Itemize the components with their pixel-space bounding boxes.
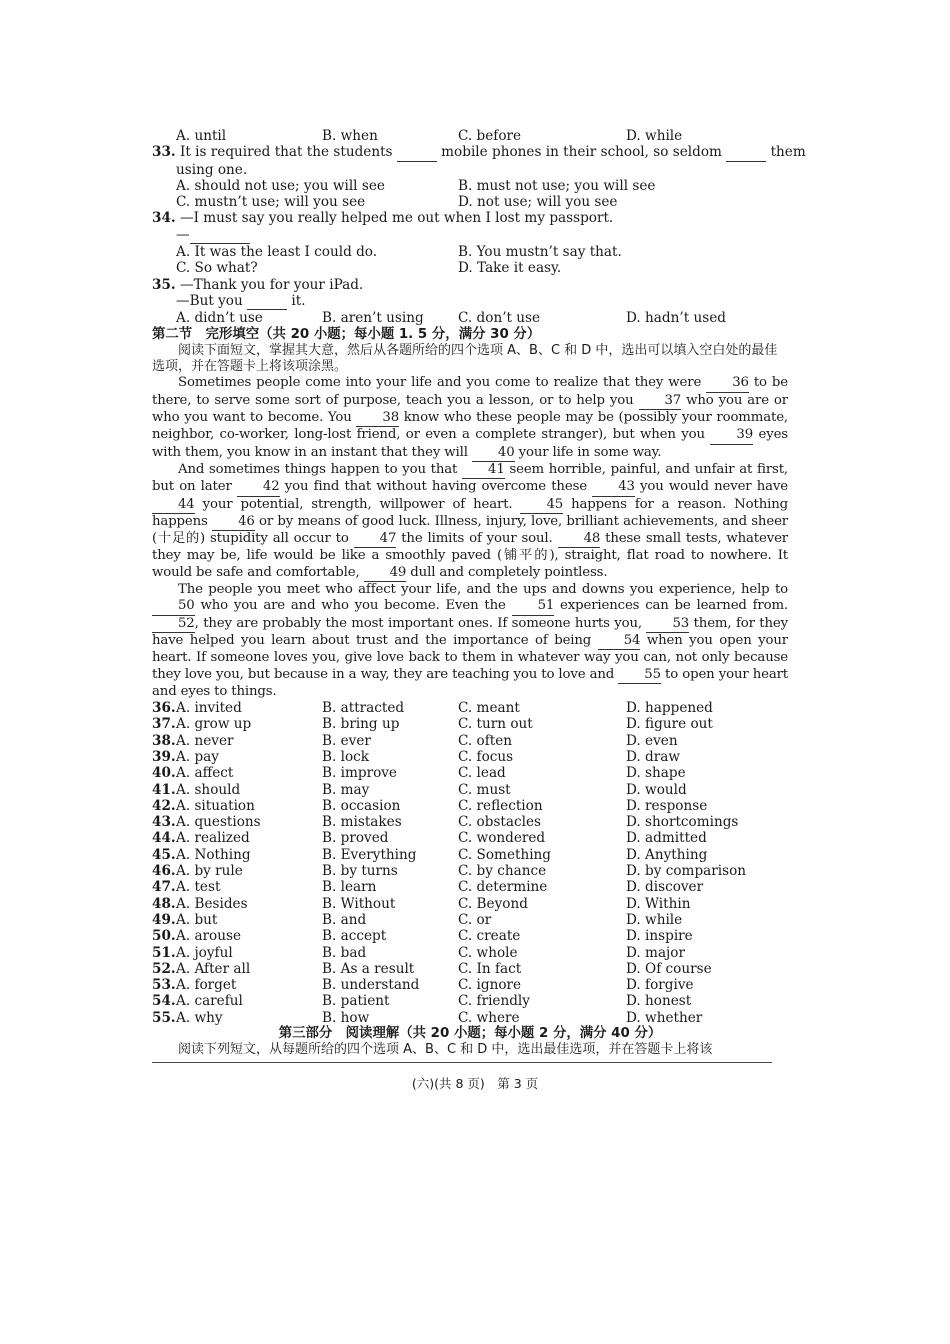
option-d: D. happened (626, 700, 713, 717)
question-number: 49. (152, 911, 176, 928)
section-2-title: 第二节 完形填空（共 20 小题；每小题 1. 5 分，满分 30 分） (152, 326, 541, 342)
question-number: 36. (152, 700, 176, 717)
option-b: B. learn (322, 879, 377, 896)
passage-text: to be there, to serve some sort of purpose, teach you a lesson, or to help you (152, 375, 788, 408)
option-c: C. meant (458, 700, 520, 717)
option-b: B. As a result (322, 960, 415, 977)
passage-text: when you open your heart. If someone loves you, give love back to them in whatever way you can, not only because they love you, but because in a way, they are teaching you to love and (152, 632, 788, 682)
passage-text: experiences can be learned from. (554, 598, 789, 614)
option-b: B. ever (322, 732, 371, 749)
option-c: C. focus (458, 748, 514, 765)
passage-text: these small tests, whatever they may be, life would be like a smoothly paved (铺平的), straight, flat road to nowhere. It would be safe and comfortable, (152, 531, 788, 580)
question-number: 40. (152, 765, 176, 782)
option-a: A. pay (176, 748, 219, 765)
cloze-option-row (152, 749, 788, 765)
question-number: 39. (152, 748, 176, 765)
passage-text: happens for a reason. Nothing happens (152, 496, 788, 529)
passage-text: know who these people may be (possibly your roommate, neighbor, co-worker, long-lost friend, or even a complete stranger), but when you (152, 410, 788, 443)
cloze-option-row (152, 1010, 788, 1026)
passage-text: Sometimes people come into your life and you come to realize that they were (178, 375, 707, 391)
cloze-blank-47: 47 (354, 531, 397, 548)
option-a: A. situation (176, 797, 255, 814)
passage-text: , they are probably the most important ones. If someone hurts you, (194, 615, 647, 631)
passage-paragraph-1 (152, 375, 788, 461)
section-2-instruction: 阅读下面短文，掌握其大意，然后从各题所给的四个选项 A、B、C 和 D 中，选出可以填入空白处的最佳选项，并在答题卡上将该项涂黑。 (152, 342, 778, 375)
option-c: C. mustn’t use; will you see (176, 194, 366, 211)
option-a: A. grow up (176, 716, 252, 733)
option-b: B. improve (322, 765, 397, 782)
option-a: A. careful (176, 993, 243, 1010)
option-b: B. how (322, 1009, 370, 1026)
option-a: A. should not use; you will see (176, 177, 385, 194)
passage-paragraph-2 (152, 462, 788, 582)
option-b: B. Without (322, 895, 396, 912)
option-d: D. hadn’t used (626, 310, 726, 327)
dialogue-line: —I must say you really helped me out when I lost my passport. (179, 210, 614, 227)
q34-options-2 (152, 260, 788, 276)
cloze-blank-37: 37 (639, 393, 682, 410)
option-a: A. test (176, 879, 221, 896)
cloze-blank-40: 40 (472, 445, 515, 462)
cloze-option-row (152, 830, 788, 846)
option-d: D. while (626, 128, 683, 144)
passage-text: The people you meet who affect your life, and the ups and downs you experience, help to (178, 582, 788, 598)
option-d: D. inspire (626, 928, 693, 945)
option-c: C. often (458, 732, 513, 749)
q33-stem (152, 144, 806, 161)
question-number: 43. (152, 814, 176, 831)
option-a: A. forget (176, 977, 237, 994)
answer-blank (190, 227, 250, 244)
cloze-blank-53: 53 (646, 616, 689, 633)
option-d: D. shape (626, 765, 686, 782)
cloze-blank-41: 41 (462, 462, 505, 479)
passage-text: your potential, strength, willpower of heart. (194, 496, 521, 512)
cloze-option-row (152, 928, 788, 944)
cloze-option-row (152, 961, 788, 977)
q34-options-1 (152, 244, 788, 260)
passage-text: the limits of your soul. (396, 531, 558, 547)
cloze-option-row (152, 700, 788, 716)
cloze-blank-48: 48 (558, 531, 601, 548)
passage-text: And sometimes things happen to you that (178, 461, 463, 477)
option-c: C. So what? (176, 260, 258, 277)
option-c: C. must (458, 781, 511, 798)
option-d: D. even (626, 732, 678, 749)
cloze-option-row (152, 782, 788, 798)
option-d: D. admitted (626, 830, 707, 847)
option-d: D. by comparison (626, 863, 747, 880)
option-c: C. Beyond (458, 895, 528, 912)
answer-blank (726, 144, 766, 161)
section-3-title: 第三部分 阅读理解（共 20 小题；每小题 2 分，满分 40 分） (278, 1026, 662, 1042)
option-a: A. It was the least I could do. (176, 244, 378, 261)
cloze-option-row (152, 798, 788, 814)
question-number: 35. (152, 276, 176, 293)
option-b: B. attracted (322, 700, 405, 717)
q35-options (152, 310, 788, 326)
cloze-blank-55: 55 (618, 667, 661, 684)
question-number: 50. (152, 928, 176, 945)
q35-stem (152, 277, 788, 293)
passage-text: seem horrible, painful, and unfair at first, but on later (152, 461, 788, 495)
cloze-option-row (152, 977, 788, 993)
cloze-option-row (152, 863, 788, 879)
option-a: A. affect (176, 765, 234, 782)
q32-options (152, 128, 788, 144)
q34-stem (152, 210, 788, 226)
option-b: B. patient (322, 993, 390, 1010)
cloze-blank-39: 39 (710, 427, 753, 444)
q34-reply: — (152, 227, 788, 244)
option-a: A. joyful (176, 944, 233, 961)
option-b: B. by turns (322, 863, 398, 880)
cloze-blank-45: 45 (520, 497, 563, 514)
cloze-option-row (152, 993, 788, 1009)
option-c: C. or (458, 911, 492, 928)
answer-blank (397, 144, 437, 161)
cloze-blank-50: 50 (152, 598, 195, 615)
option-d: D. major (626, 944, 685, 961)
question-number: 37. (152, 716, 176, 733)
option-b: B. occasion (322, 797, 401, 814)
option-b: B. understand (322, 977, 420, 994)
option-a: A. Nothing (176, 846, 251, 863)
option-b: B. mistakes (322, 814, 402, 831)
passage-paragraph-3 (152, 582, 788, 700)
option-c: C. don’t use (458, 310, 541, 327)
cloze-option-row (152, 716, 788, 732)
page-footer: (六)(共 8 页) 第 3 页 (411, 1076, 539, 1091)
option-b: B. and (322, 911, 367, 928)
option-d: D. Anything (626, 846, 708, 863)
q35-reply: —But you it. (176, 292, 306, 309)
cloze-option-row (152, 945, 788, 961)
option-a: A. should (176, 781, 241, 798)
option-a: A. until (176, 128, 227, 144)
option-d: D. honest (626, 993, 692, 1010)
passage-text: you would never have (634, 479, 788, 495)
option-a: A. arouse (176, 928, 242, 945)
page-content (152, 128, 806, 1059)
question-number: 38. (152, 732, 176, 749)
stem-part: them (766, 144, 806, 161)
option-d: D. figure out (626, 716, 713, 733)
cloze-blank-43: 43 (592, 479, 635, 496)
option-a: A. invited (176, 700, 242, 717)
option-d: D. not use; will you see (458, 194, 618, 211)
option-b: B. aren’t using (322, 310, 424, 327)
option-c: C. reflection (458, 797, 543, 814)
option-c: C. create (458, 928, 521, 945)
cloze-blank-49: 49 (364, 565, 407, 582)
option-d: D. forgive (626, 977, 694, 994)
passage-text: your life in some way. (514, 444, 662, 460)
option-c: C. friendly (458, 993, 530, 1010)
cloze-blank-46: 46 (212, 514, 255, 531)
stem-part: It is required that the students (179, 144, 397, 161)
cloze-option-row (152, 733, 788, 749)
q33-stem-cont: using one. (176, 161, 248, 178)
option-c: C. wondered (458, 830, 546, 847)
option-c: C. Something (458, 846, 552, 863)
q33-options-1 (152, 178, 788, 194)
footer-divider (152, 1062, 772, 1063)
question-number: 47. (152, 879, 176, 896)
option-c: C. where (458, 1009, 520, 1026)
question-number: 51. (152, 944, 176, 961)
option-b: B. when (322, 128, 378, 144)
option-c: C. by chance (458, 863, 547, 880)
question-number: 54. (152, 993, 176, 1010)
answer-blank (247, 293, 287, 310)
option-a: A. questions (176, 814, 261, 831)
option-b: B. bad (322, 944, 367, 961)
question-number: 33. (152, 144, 176, 161)
question-number: 52. (152, 960, 176, 977)
option-b: B. proved (322, 830, 389, 847)
cloze-blank-44: 44 (152, 497, 195, 514)
cloze-blank-54: 54 (598, 633, 641, 650)
passage-text: dull and completely pointless. (406, 564, 608, 580)
option-c: C. In fact (458, 960, 522, 977)
option-c: C. turn out (458, 716, 533, 733)
cloze-blank-52: 52 (152, 616, 195, 633)
option-a: A. didn’t use (176, 310, 263, 327)
cloze-option-row (152, 847, 788, 863)
option-d: D. whether (626, 1009, 703, 1026)
option-a: A. but (176, 911, 218, 928)
question-number: 45. (152, 846, 176, 863)
option-a: A. never (176, 732, 234, 749)
cloze-blank-36: 36 (706, 375, 749, 392)
option-c: C. ignore (458, 977, 522, 994)
passage-text: eyes with them, you know in an instant that they will (152, 427, 788, 460)
option-d: D. while (626, 911, 683, 928)
option-a: A. realized (176, 830, 250, 847)
question-number: 53. (152, 977, 176, 994)
passage-text: or by means of good luck. Illness, injury, love, brilliant achievements, and sheer (十足的) stupidity all occur to (152, 513, 788, 547)
q33-options-2 (152, 194, 788, 210)
option-a: A. After all (176, 960, 251, 977)
option-b: B. must not use; you will see (458, 177, 656, 194)
passage-text: who you are and who you become. Even the (194, 598, 512, 614)
cloze-blank-42: 42 (237, 479, 280, 496)
option-d: D. would (626, 781, 687, 798)
option-c: C. determine (458, 879, 548, 896)
cloze-option-row (152, 814, 788, 830)
cloze-blank-38: 38 (356, 410, 399, 427)
stem-part: mobile phones in their school, so seldom (436, 144, 727, 161)
option-b: B. bring up (322, 716, 400, 733)
option-b: B. lock (322, 748, 370, 765)
option-d: D. Of course (626, 960, 712, 977)
option-c: C. whole (458, 944, 518, 961)
option-b: B. accept (322, 928, 387, 945)
question-number: 44. (152, 830, 176, 847)
passage-text: to open your heart and eyes to things. (152, 666, 789, 699)
option-a: A. by rule (176, 863, 243, 880)
question-number: 34. (152, 210, 176, 227)
question-number: 42. (152, 797, 176, 814)
question-number: 46. (152, 863, 176, 880)
option-d: D. Within (626, 895, 691, 912)
option-d: D. shortcomings (626, 814, 739, 831)
passage-text: you find that without having overcome these (279, 479, 593, 495)
option-a: A. why (176, 1009, 223, 1026)
question-number: 41. (152, 781, 176, 798)
option-b: B. Everything (322, 846, 417, 863)
section-3-instruction: 阅读下列短文，从每题所给的四个选项 A、B、C 和 D 中，选出最佳选项，并在答题卡上将该 (178, 1042, 713, 1058)
option-c: C. obstacles (458, 814, 541, 831)
cloze-options-list (152, 700, 788, 1026)
option-d: D. draw (626, 748, 680, 765)
option-c: C. lead (458, 765, 506, 782)
option-d: D. discover (626, 879, 704, 896)
passage-text: who you are or who you want to become. You (152, 392, 788, 426)
option-b: B. may (322, 781, 370, 798)
option-d: D. Take it easy. (458, 260, 562, 277)
passage-text: them, for they have helped you learn about trust and the importance of being (152, 615, 788, 648)
question-number: 55. (152, 1009, 176, 1026)
cloze-option-row (152, 765, 788, 781)
option-c: C. before (458, 128, 522, 144)
cloze-blank-51: 51 (512, 598, 555, 615)
cloze-option-row (152, 912, 788, 928)
cloze-option-row (152, 879, 788, 895)
cloze-option-row (152, 896, 788, 912)
option-d: D. response (626, 797, 708, 814)
option-b: B. You mustn’t say that. (458, 244, 622, 261)
dialogue-line: —Thank you for your iPad. (179, 276, 364, 293)
option-a: A. Besides (176, 895, 248, 912)
question-number: 48. (152, 895, 176, 912)
